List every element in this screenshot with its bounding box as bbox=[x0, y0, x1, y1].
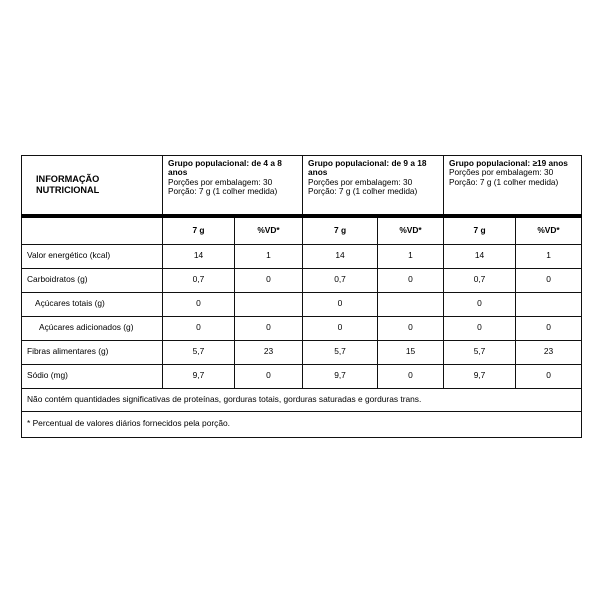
value-cell: 0,7 bbox=[303, 268, 378, 292]
blank-header-cell bbox=[22, 216, 163, 245]
footnote-not-significant: Não contém quantidades significativas de proteínas, gorduras totais, gorduras saturadas e gorduras trans. bbox=[22, 388, 582, 411]
value-cell: 9,7 bbox=[303, 364, 378, 388]
value-cell: 0 bbox=[516, 316, 582, 340]
value-cell: 15 bbox=[378, 340, 444, 364]
group-servings: Porções por embalagem: 30 bbox=[449, 167, 554, 178]
value-cell: 0 bbox=[516, 364, 582, 388]
value-cell: 0 bbox=[163, 292, 235, 316]
footnote-row bbox=[22, 411, 582, 437]
value-cell: 9,7 bbox=[163, 364, 235, 388]
value-cell: 0 bbox=[378, 364, 444, 388]
vd-header: %VD* bbox=[378, 216, 444, 245]
portion-header: 7 g bbox=[163, 216, 235, 245]
value-cell: 0 bbox=[378, 268, 444, 292]
value-cell: 0 bbox=[444, 316, 516, 340]
group-header-19-plus bbox=[444, 156, 582, 216]
nutrient-label: Fibras alimentares (g) bbox=[22, 340, 163, 364]
table-row bbox=[22, 292, 582, 316]
column-header-row bbox=[22, 216, 582, 245]
title-line-2: NUTRICIONAL bbox=[36, 184, 100, 195]
group-servings: Porções por embalagem: 30 bbox=[308, 176, 413, 187]
vd-header: %VD* bbox=[516, 216, 582, 245]
group-portion: Porção: 7 g (1 colher medida) bbox=[308, 185, 418, 196]
value-cell: 0 bbox=[235, 316, 303, 340]
value-cell: 1 bbox=[378, 244, 444, 268]
value-cell: 0 bbox=[303, 292, 378, 316]
value-cell: 1 bbox=[235, 244, 303, 268]
portion-header: 7 g bbox=[444, 216, 516, 245]
value-cell bbox=[378, 292, 444, 316]
portion-header: 7 g bbox=[303, 216, 378, 245]
value-cell: 14 bbox=[303, 244, 378, 268]
value-cell: 0 bbox=[516, 268, 582, 292]
value-cell: 14 bbox=[444, 244, 516, 268]
nutrient-label: Sódio (mg) bbox=[22, 364, 163, 388]
value-cell: 0 bbox=[235, 364, 303, 388]
nutrient-label: Valor energético (kcal) bbox=[22, 244, 163, 268]
value-cell: 0 bbox=[444, 292, 516, 316]
value-cell: 0 bbox=[235, 268, 303, 292]
table-title bbox=[22, 156, 163, 216]
table-row bbox=[22, 364, 582, 388]
value-cell: 14 bbox=[163, 244, 235, 268]
value-cell: 0,7 bbox=[163, 268, 235, 292]
footnote-vd: * Percentual de valores diários fornecidos pela porção. bbox=[22, 411, 582, 437]
value-cell: 0 bbox=[303, 316, 378, 340]
nutrient-label: Carboidratos (g) bbox=[22, 268, 163, 292]
value-cell: 23 bbox=[516, 340, 582, 364]
nutrition-facts-table bbox=[21, 155, 582, 438]
group-name: Grupo populacional: de 4 a 8 anos bbox=[168, 158, 282, 178]
nutrient-label: Açúcares totais (g) bbox=[22, 292, 163, 316]
table-row bbox=[22, 244, 582, 268]
group-portion: Porção: 7 g (1 colher medida) bbox=[168, 185, 278, 196]
group-header-9-18 bbox=[303, 156, 444, 216]
table-row bbox=[22, 340, 582, 364]
value-cell: 0 bbox=[163, 316, 235, 340]
nutrient-label: Açúcares adicionados (g) bbox=[22, 316, 163, 340]
table-row bbox=[22, 316, 582, 340]
group-name: Grupo populacional: ≥19 anos bbox=[449, 158, 568, 168]
group-servings: Porções por embalagem: 30 bbox=[168, 176, 273, 187]
group-name: Grupo populacional: de 9 a 18 anos bbox=[308, 158, 427, 178]
group-header-4-8 bbox=[163, 156, 303, 216]
value-cell: 9,7 bbox=[444, 364, 516, 388]
footnote-row bbox=[22, 388, 582, 411]
value-cell: 0 bbox=[378, 316, 444, 340]
value-cell bbox=[235, 292, 303, 316]
group-portion: Porção: 7 g (1 colher medida) bbox=[449, 176, 559, 187]
value-cell: 0,7 bbox=[444, 268, 516, 292]
value-cell: 5,7 bbox=[303, 340, 378, 364]
value-cell bbox=[516, 292, 582, 316]
vd-header: %VD* bbox=[235, 216, 303, 245]
value-cell: 1 bbox=[516, 244, 582, 268]
value-cell: 5,7 bbox=[444, 340, 516, 364]
value-cell: 5,7 bbox=[163, 340, 235, 364]
table-row bbox=[22, 268, 582, 292]
value-cell: 23 bbox=[235, 340, 303, 364]
title-line-1: INFORMAÇÃO bbox=[36, 174, 100, 185]
